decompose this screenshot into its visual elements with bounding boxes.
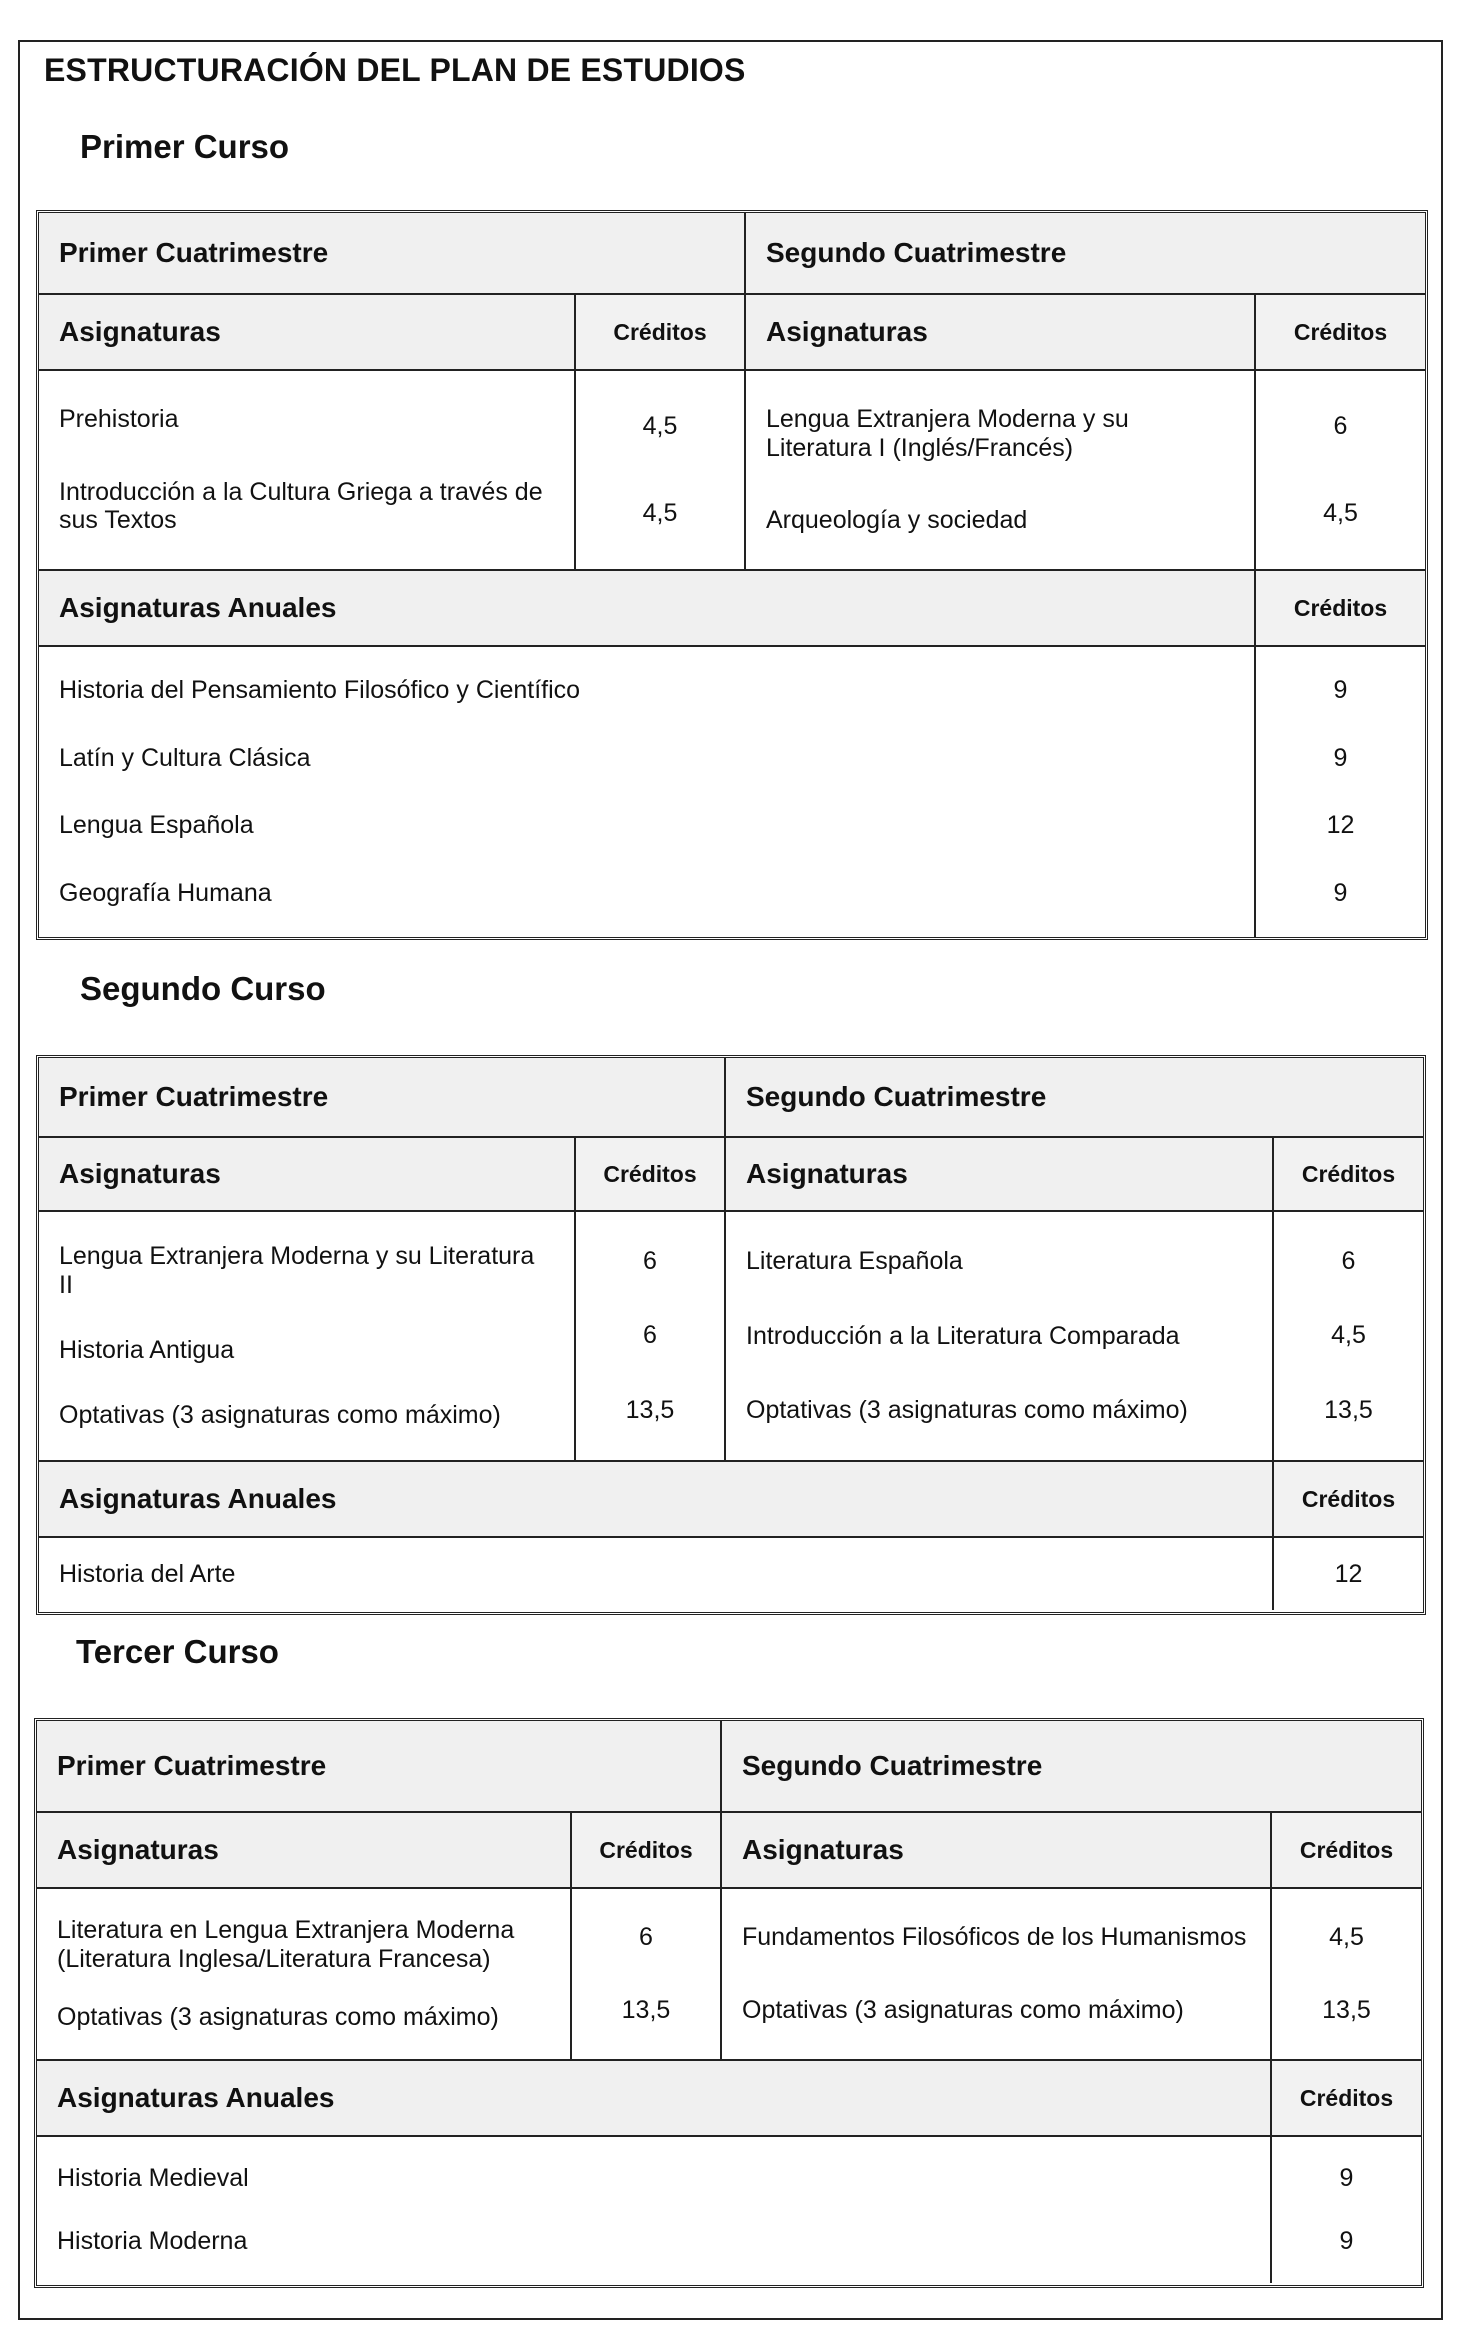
sem2-subjects bbox=[720, 1889, 1270, 2059]
list-item: Optativas (3 asignaturas como máximo) bbox=[59, 1401, 501, 1430]
list-item: Lengua Española bbox=[59, 811, 254, 840]
annual-col-credits: Créditos bbox=[1270, 2061, 1421, 2135]
credit-value: 9 bbox=[1339, 2164, 1354, 2192]
sem2-header: Segundo Cuatrimestre bbox=[744, 213, 1425, 293]
list-item: Introducción a la Cultura Griega a través de sus Textos bbox=[59, 477, 543, 535]
sem2-credits bbox=[1272, 1212, 1423, 1460]
sem1-col-subject: Asignaturas bbox=[39, 295, 574, 369]
list-item: Literatura Española bbox=[746, 1246, 963, 1275]
annual-credits bbox=[1270, 2137, 1421, 2283]
credit-value: 13,5 bbox=[625, 1396, 675, 1425]
list-item: Prehistoria bbox=[59, 404, 179, 433]
annual-header: Asignaturas Anuales bbox=[39, 1462, 1272, 1536]
credit-value: 6 bbox=[1333, 412, 1348, 440]
list-item: Geografía Humana bbox=[59, 878, 272, 907]
list-item: Fundamentos Filosóficos de los Humanismos bbox=[742, 1923, 1247, 1952]
annual-subjects bbox=[37, 2137, 1270, 2283]
credit-value: 6 bbox=[1341, 1246, 1356, 1275]
list-item: Historia Antigua bbox=[59, 1335, 235, 1364]
credit-value: 9 bbox=[1333, 676, 1348, 705]
list-item: Optativas (3 asignaturas como máximo) bbox=[742, 1996, 1184, 2025]
sem1-credits bbox=[574, 1212, 724, 1460]
credit-value: 12 bbox=[1326, 811, 1355, 840]
sem2-subjects bbox=[744, 371, 1254, 569]
credit-value: 4,5 bbox=[642, 499, 678, 527]
list-item: Historia Medieval bbox=[57, 2164, 249, 2192]
sem1-subjects bbox=[39, 1212, 574, 1460]
list-item: Optativas (3 asignaturas como máximo) bbox=[746, 1396, 1188, 1425]
sem2-credits bbox=[1254, 371, 1425, 569]
credit-value: 4,5 bbox=[1331, 1321, 1366, 1350]
list-item: Historia del Arte bbox=[59, 1559, 236, 1588]
list-item: Arqueología y sociedad bbox=[766, 506, 1028, 535]
list-item: Literatura en Lengua Extranjera Moderna (Literatura Inglesa/Literatura Francesa) bbox=[57, 1915, 515, 1973]
sem1-header: Primer Cuatrimestre bbox=[37, 1721, 720, 1811]
annual-subjects bbox=[39, 647, 1254, 937]
credit-value: 6 bbox=[643, 1321, 657, 1350]
curso-title-segundo: Segundo Curso bbox=[80, 970, 326, 1007]
list-item: Lengua Extranjera Moderna y su Literatura I (Inglés/Francés) bbox=[766, 404, 1129, 462]
sem2-col-subject: Asignaturas bbox=[744, 295, 1254, 369]
sem1-subjects bbox=[39, 371, 574, 569]
credit-value: 4,5 bbox=[1329, 1923, 1364, 1951]
credit-value: 4,5 bbox=[642, 412, 678, 440]
sem2-col-subject: Asignaturas bbox=[720, 1813, 1270, 1887]
list-item: Introducción a la Literatura Comparada bbox=[746, 1321, 1180, 1350]
sem1-col-subject: Asignaturas bbox=[39, 1138, 574, 1210]
sem2-credits bbox=[1270, 1889, 1421, 2059]
list-item: Lengua Extranjera Moderna y su Literatura II bbox=[59, 1242, 535, 1299]
annual-subjects bbox=[39, 1538, 1272, 1610]
annual-credits bbox=[1254, 647, 1425, 937]
list-item: Optativas (3 asignaturas como máximo) bbox=[57, 2003, 499, 2032]
sem2-header: Segundo Cuatrimestre bbox=[724, 1058, 1423, 1136]
sem1-credits bbox=[574, 371, 744, 569]
sem2-subjects bbox=[724, 1212, 1272, 1460]
curso-table-tercero bbox=[34, 1718, 1424, 2288]
sem2-col-credits: Créditos bbox=[1270, 1813, 1421, 1887]
curso-table-segundo bbox=[36, 1055, 1426, 1615]
credit-value: 6 bbox=[639, 1923, 653, 1951]
list-item: Historia Moderna bbox=[57, 2227, 248, 2255]
sem1-header: Primer Cuatrimestre bbox=[39, 213, 744, 293]
sem1-subjects bbox=[37, 1889, 570, 2059]
curso-title-tercero: Tercer Curso bbox=[76, 1633, 279, 1670]
credit-value: 6 bbox=[643, 1246, 657, 1275]
sem2-header: Segundo Cuatrimestre bbox=[720, 1721, 1421, 1811]
credit-value: 4,5 bbox=[1323, 499, 1358, 527]
credit-value: 13,5 bbox=[1324, 1396, 1373, 1425]
sem1-credits bbox=[570, 1889, 720, 2059]
document-title: ESTRUCTURACIÓN DEL PLAN DE ESTUDIOS bbox=[44, 52, 746, 88]
credit-value: 13,5 bbox=[621, 1996, 671, 2024]
sem2-col-credits: Créditos bbox=[1272, 1138, 1423, 1210]
sem1-col-subject: Asignaturas bbox=[37, 1813, 570, 1887]
annual-col-credits: Créditos bbox=[1272, 1462, 1423, 1536]
credit-value: 9 bbox=[1333, 878, 1348, 907]
sem1-col-credits: Créditos bbox=[574, 1138, 724, 1210]
sem2-col-subject: Asignaturas bbox=[724, 1138, 1272, 1210]
credit-value: 9 bbox=[1333, 743, 1348, 772]
list-item: Latín y Cultura Clásica bbox=[59, 743, 311, 772]
credit-value: 9 bbox=[1339, 2227, 1354, 2255]
annual-header: Asignaturas Anuales bbox=[39, 571, 1254, 645]
sem1-header: Primer Cuatrimestre bbox=[39, 1058, 724, 1136]
annual-col-credits: Créditos bbox=[1254, 571, 1425, 645]
annual-credits bbox=[1272, 1538, 1423, 1610]
annual-header: Asignaturas Anuales bbox=[37, 2061, 1270, 2135]
sem2-col-credits: Créditos bbox=[1254, 295, 1425, 369]
sem1-col-credits: Créditos bbox=[574, 295, 744, 369]
list-item: Historia del Pensamiento Filosófico y Científico bbox=[59, 676, 581, 705]
sem1-col-credits: Créditos bbox=[570, 1813, 720, 1887]
curso-title-primero: Primer Curso bbox=[80, 128, 290, 165]
credit-value: 13,5 bbox=[1322, 1996, 1371, 2024]
credit-value: 12 bbox=[1334, 1559, 1363, 1588]
curso-table-primero bbox=[36, 210, 1428, 940]
